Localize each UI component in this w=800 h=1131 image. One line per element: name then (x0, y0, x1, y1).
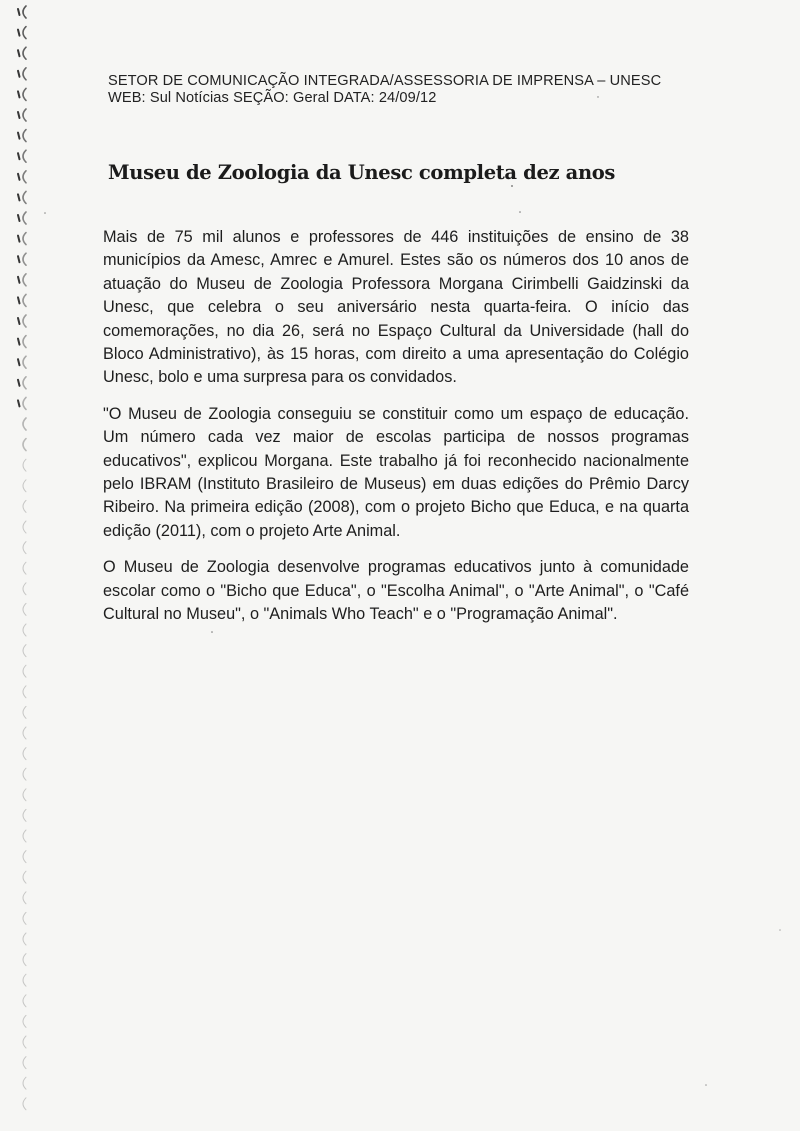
binding-mark (23, 768, 26, 780)
binding-mark (23, 150, 26, 162)
binding-tick (18, 380, 20, 386)
binding-mark (23, 171, 26, 183)
binding-tick (18, 91, 20, 97)
binding-mark (23, 686, 26, 698)
header-meta-line (108, 90, 708, 107)
binding-mark (23, 542, 26, 554)
binding-mark (23, 294, 26, 306)
binding-mark (23, 336, 26, 348)
binding-mark (23, 377, 26, 389)
binding-tick (18, 194, 20, 200)
scan-speck (519, 211, 521, 213)
header-sector-line: SETOR DE COMUNICAÇÃO INTEGRADA/ASSESSORIA DE IMPRENSA – UNESC (108, 73, 662, 89)
binding-mark (23, 624, 26, 636)
binding-mark (23, 809, 26, 821)
binding-tick (18, 400, 20, 406)
binding-mark (23, 233, 26, 245)
binding-mark (23, 562, 26, 574)
date-value: 24/09/12 (378, 90, 437, 106)
binding-mark (23, 439, 26, 451)
binding-tick (18, 112, 20, 118)
binding-mark (23, 47, 26, 59)
binding-tick (18, 277, 20, 283)
binding-mark (23, 871, 26, 883)
binding-mark (23, 459, 26, 471)
binding-tick (18, 359, 20, 365)
binding-tick (18, 153, 20, 159)
article-body (103, 226, 689, 640)
binding-tick (18, 133, 20, 139)
spiral-binding-marks (8, 0, 48, 1131)
binding-mark (23, 583, 26, 595)
scan-speck (511, 185, 513, 187)
binding-mark (23, 27, 26, 39)
binding-mark (23, 315, 26, 327)
binding-mark (23, 212, 26, 224)
binding-mark (23, 851, 26, 863)
binding-mark (23, 995, 26, 1007)
binding-mark (23, 912, 26, 924)
binding-mark (23, 727, 26, 739)
binding-tick (18, 318, 20, 324)
binding-tick (18, 297, 20, 303)
binding-mark (23, 1015, 26, 1027)
binding-mark (23, 130, 26, 142)
binding-mark (23, 191, 26, 203)
binding-mark (23, 665, 26, 677)
binding-mark (23, 68, 26, 80)
binding-mark (23, 1036, 26, 1048)
binding-tick (18, 71, 20, 77)
binding-tick (18, 174, 20, 180)
binding-mark (23, 603, 26, 615)
binding-tick (18, 215, 20, 221)
web-label: WEB: (108, 90, 146, 106)
binding-mark (23, 356, 26, 368)
binding-mark (23, 645, 26, 657)
binding-tick (18, 236, 20, 242)
web-value: Sul Notícias (149, 90, 229, 106)
binding-mark (23, 706, 26, 718)
binding-mark (23, 748, 26, 760)
binding-tick (18, 339, 20, 345)
binding-mark (23, 109, 26, 121)
binding-mark (23, 480, 26, 492)
binding-mark (23, 6, 26, 18)
binding-mark (23, 253, 26, 265)
binding-mark (23, 789, 26, 801)
binding-mark (23, 274, 26, 286)
binding-mark (23, 933, 26, 945)
binding-mark (23, 892, 26, 904)
binding-mark (23, 418, 26, 430)
section-label: SEÇÃO: (233, 90, 289, 106)
section-value: Geral (293, 90, 330, 106)
article-paragraph: "O Museu de Zoologia conseguiu se constituir como um espaço de educação. Um número cada vez maior de escolas participa de nossos programas educativos", explicou Morgana. Este trabalho já foi reconhecido nacionalmente pelo IBRAM (Instituto Brasileiro de Museus) em duas edições do Prêmio Darcy Ribeiro. Na primeira edição (2008), com o projeto Bicho que Educa, e na quarta edição (2011), com o projeto Arte Animal. (103, 404, 689, 540)
binding-mark (23, 1077, 26, 1089)
binding-tick (18, 50, 20, 56)
binding-mark (23, 974, 26, 986)
scan-speck (705, 1084, 707, 1086)
binding-tick (18, 9, 20, 15)
scan-speck (779, 929, 781, 931)
binding-mark (23, 1057, 26, 1069)
binding-mark (23, 500, 26, 512)
article-paragraph: O Museu de Zoologia desenvolve programas educativos junto à comunidade escolar como o "Bicho que Educa", o "Escolha Animal", o "Arte Animal", o "Café Cultural no Museu", o "Animals Who Teach" e o "Programação Animal". (103, 558, 689, 624)
binding-tick (18, 256, 20, 262)
binding-mark (23, 1098, 26, 1110)
binding-mark (23, 397, 26, 409)
binding-mark (23, 830, 26, 842)
article-title: Museu de Zoologia da Unesc completa dez anos (108, 161, 616, 184)
date-label: DATA: (333, 90, 375, 106)
binding-tick (18, 30, 20, 36)
binding-mark (23, 521, 26, 533)
document-header (108, 73, 708, 107)
binding-mark (23, 954, 26, 966)
article-paragraph: Mais de 75 mil alunos e professores de 446 instituições de ensino de 38 municípios da Amesc, Amrec e Amurel. Estes são os números dos 10 anos de atuação do Museu de Zoologia Professora Morgana Cirimbelli Gaidzinski da Unesc, que celebra o seu aniversário nesta quarta-feira. O início das comemorações, no dia 26, será no Espaço Cultural da Universidade (hall do Bloco Administrativo), às 15 horas, com direito a uma apresentação do Colégio Unesc, bolo e uma surpresa para os convidados. (103, 228, 689, 387)
binding-mark (23, 88, 26, 100)
